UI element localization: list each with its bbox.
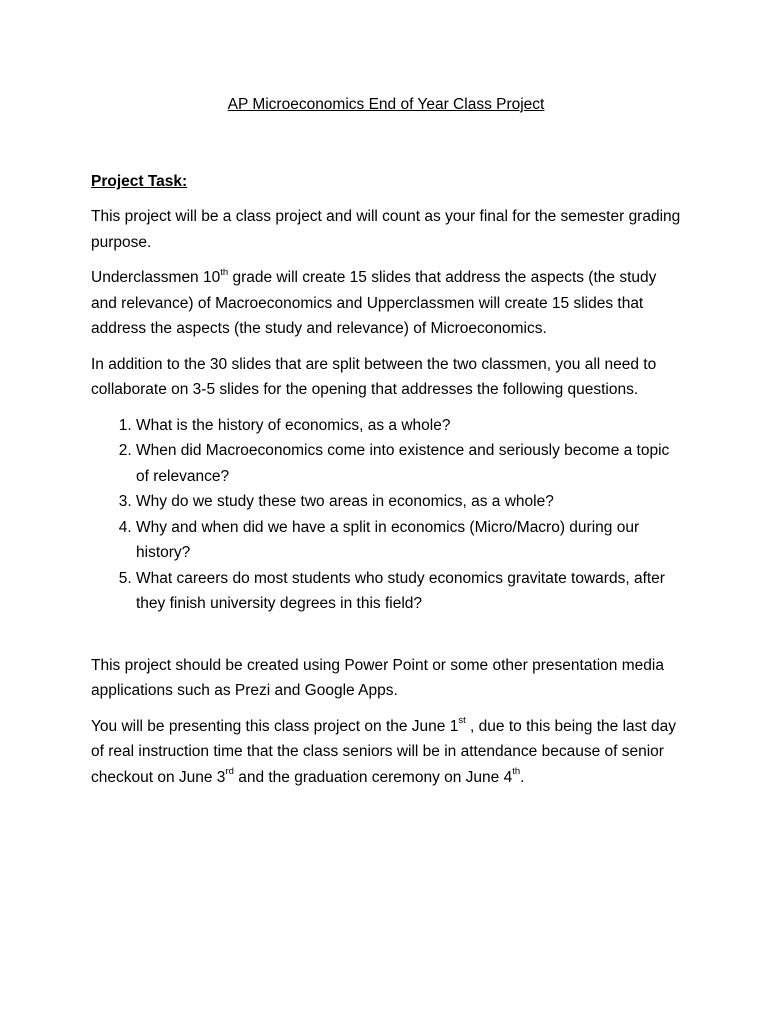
superscript-st: st (458, 715, 466, 727)
paragraph-opening-slides: In addition to the 30 slides that are split between the two classmen, you all need to collaborate on 3-5 slides for the opening that addresses the following questions. (91, 355, 657, 398)
blank-line (91, 617, 681, 643)
paragraph-slide-split (91, 265, 681, 342)
list-item: 2. When did Macroeconomics come into existence and seriously become a topic of relevance? (136, 438, 681, 489)
document-body (91, 92, 681, 790)
list-item: 5. What careers do most students who study economics gravitate towards, after they finish university degrees in this field? (136, 566, 681, 617)
paragraph-date-text-c: and the graduation ceremony on June 4 (233, 768, 513, 786)
paragraph-slide-split-text-b: grade will create 15 slides that address the aspects (the study and relevance) of Macroeconomics and Upperclassmen will create 15 slides that address the aspects (the study and relevance) of Microeconomics. (91, 269, 657, 337)
paragraph-presentation-tools: This project should be created using Power Point or some other presentation media applications such as Prezi and Google Apps. (91, 656, 664, 699)
paragraph-date-text-a: You will be presenting this class project on the June 1 (91, 717, 459, 735)
paragraph-date-text-b: , due to this being the last day of real instruction time that the class seniors will be in attendance because of senior checkout on June 3 (91, 717, 676, 786)
list-item: 3. Why do we study these two areas in economics, as a whole? (136, 489, 681, 515)
questions-list (91, 413, 681, 617)
document-title: AP Microeconomics End of Year Class Project (227, 96, 545, 113)
paragraph-slide-split-text-a: Underclassmen 10 (91, 269, 221, 286)
list-item: 4. Why and when did we have a split in economics (Micro/Macro) during our history? (136, 515, 681, 566)
paragraph-final-grade: This project will be a class project and will count as your final for the semester grading purpose. (91, 208, 681, 251)
paragraph-date-text-d: . (520, 768, 525, 786)
list-item: 1. What is the history of economics, as a whole? (136, 413, 681, 439)
section-heading-project-task: Project Task: (91, 173, 188, 190)
superscript-th: th (512, 766, 521, 778)
paragraph-presentation-date (91, 714, 681, 791)
superscript-rd: rd (225, 766, 234, 778)
superscript-th: th (220, 266, 229, 278)
